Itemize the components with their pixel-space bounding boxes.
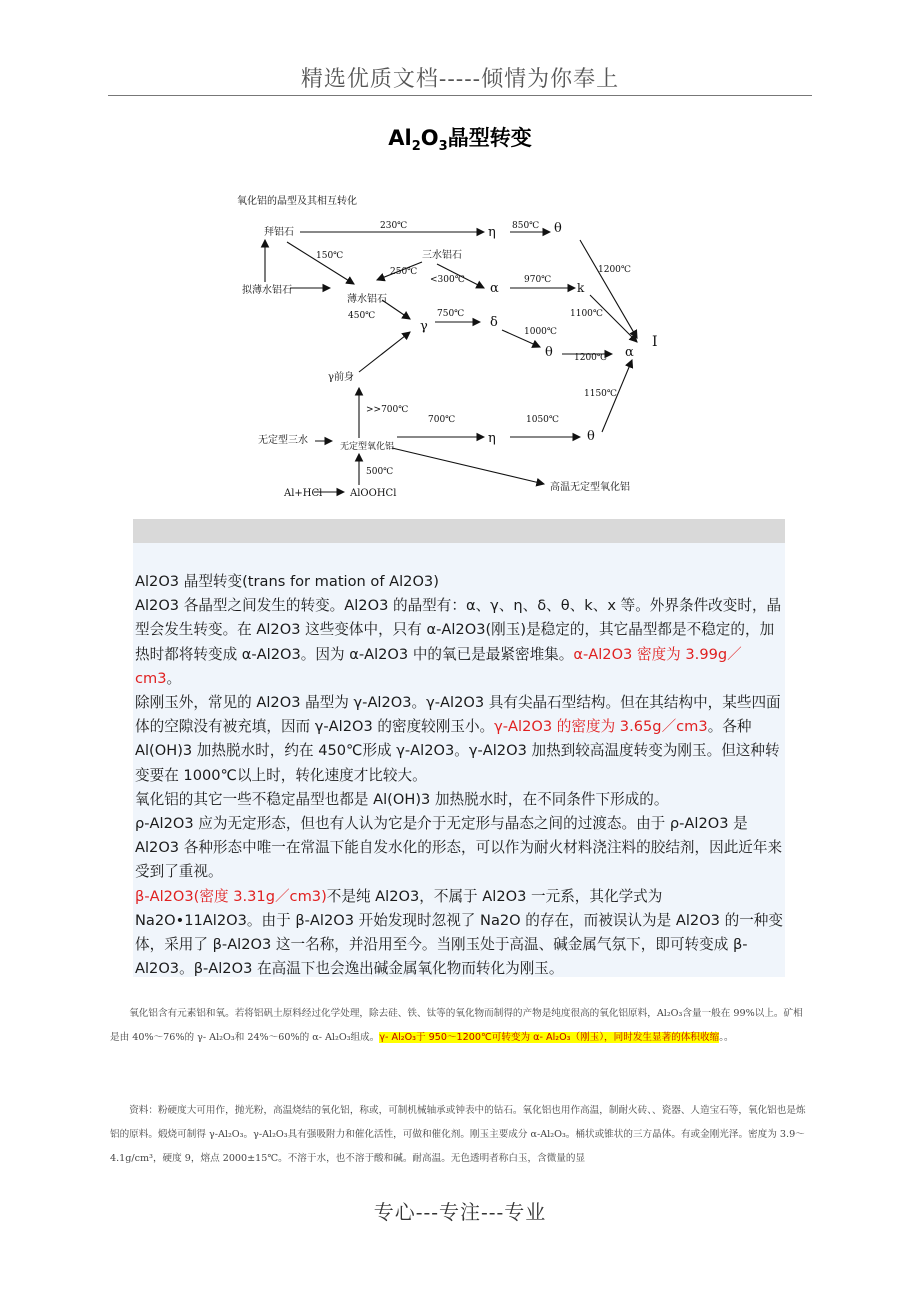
arrow-amorphous-high-temp [392,448,544,484]
article-paragraph: β-Al2O3(密度 3.31g／cm3)不是纯 Al2O3，不属于 Al2O3 一元系，其化学式为 Na2O•11Al2O3。由于 β-Al2O3 开始发现时忽视了 Na2O 的存在，而被误认为是 Al2O3 的一种变体，采用了 β-Al2O3 这一名称，并沿用至今。当刚玉处于高温、碱金属气氛下，即可转变成 β-Al2O3。β-Al2O3 在高温下也会逸出碱金属氧化物而转化为刚玉。 [135,887,783,978]
node-bayerite: 拜铝石 [264,227,294,238]
node-gamma: γ [420,319,428,334]
temp-label: 250℃ [390,267,418,277]
article-heading: Al2O3 晶型转变(trans for mation of Al2O3) [135,573,439,590]
node-theta: θ [554,221,562,236]
header-rule [108,95,812,96]
arrow-bayerite-boehmite [287,242,354,284]
temp-label: 450℃ [348,311,376,321]
node-aloohcl: AlOOHCl [350,488,397,499]
temp-label: 1200℃ [598,265,631,275]
article-paragraph: 除刚玉外，常见的 Al2O3 晶型为 γ-Al2O3。γ-Al2O3 具有尖晶石型结构。但在其结构中，某些四面体的空隙没有被充填，因而 γ-Al2O3 的密度较刚玉小。γ-Al2O3 的密度为 3.65g／cm3。各种 Al(OH)3 加热脱水时，约在 450℃形成 γ-Al2O3。γ-Al2O3 加热到较高温度转变为刚玉。但这种转变要在 1000℃以上时，转化速度才比较大。 [135,694,781,784]
temp-label: 150℃ [316,251,344,261]
phase-transition-diagram [232,190,672,500]
node-boehmite: 薄水铝石 [347,294,387,305]
temp-label: 1000℃ [524,327,557,337]
node-delta: δ [490,315,498,330]
note-paragraph: 资料：粉硬度大可用作，抛光粉，高温烧结的氧化铝，称或，可制机械轴承或钟表中的钻石。氧化铝也用作高温，制耐火砖、、瓷器、人造宝石等，氧化铝也是炼铝的原料。煅烧可制得 γ-Al₂O₃。γ-Al₂O₃具有强吸附力和催化活性，可做和催化剂。刚玉主要成分 α-Al₂O₃。桶状或锥状的三方晶体。有或金刚光泽。密度为 3.9～4.1g/cm³，硬度 9，熔点 2000±15℃。不溶于水，也不溶于酸和碱。耐高温。无色透明者称白玉，含微量的显 [110,1105,806,1164]
temp-label: 1200℃ [574,353,607,363]
article-paragraph: 氧化铝的其它一些不稳定晶型也都是 Al(OH)3 加热脱水时，在不同条件下形成的。 [135,790,669,808]
temp-label: 970℃ [524,275,552,285]
arrow-theta-alpha [580,240,637,338]
temp-label: 1100℃ [570,309,603,319]
node-roman-one: I [652,334,658,350]
node-high-temp-amorphous: 高温无定型氧化铝 [550,482,630,493]
node-amorphous-alumina: 无定型氧化铝 [340,442,395,452]
temp-label: 750℃ [437,309,465,319]
article-body [135,570,785,981]
temp-label: <300℃ [430,275,465,285]
node-theta-lower: θ [587,429,595,444]
node-gibbsite: 三水铝石 [422,250,462,261]
arrow-gamma-precursor-gamma [359,332,410,372]
table-header-band [133,519,785,543]
page-header: 精选优质文档-----倾情为你奉上 [300,67,620,92]
node-theta-mid: θ [545,345,553,360]
node-alpha: α [490,281,499,296]
node-eta: η [488,225,496,240]
node-kappa: k [577,281,585,295]
page-title: $Al_2O_3$晶型转变 [388,126,532,155]
temp-label: 1150℃ [584,389,617,399]
node-boehmite-like: 拟薄水铝石 [242,285,292,296]
node-eta-lower: η [488,431,496,446]
page-footer: 专心---专注---专业 [373,1200,547,1224]
temp-label: 500℃ [366,467,394,477]
node-gamma-precursor: γ前身 [328,372,354,383]
article-paragraph: Al2O3 各晶型之间发生的转变。Al2O3 的晶型有：α、γ、η、δ、θ、k、x 等。外界条件改变时，晶型会发生转变。在 Al2O3 这些变体中，只有 α-Al2O3(刚玉)是稳定的，其它晶型都是不稳定的，加热时都将转变成 α-Al2O3。因为 α-Al2O3 中的氧已是最紧密堆集。α-Al2O3 密度为 3.99g／cm3。 [135,597,782,687]
temp-label: 700℃ [428,415,456,425]
node-amorphous-water: 无定型三水 [258,435,308,446]
note-paragraph: 氧化铝含有元素铝和氧。若将铝矾土原料经过化学处理，除去硅、铁、钛等的氧化物而制得的产物是纯度很高的氧化铝原料，Al₂O₃含量一般在 99%以上。矿相是由 40%～76%的 γ- Al₂O₃和 24%～60%的 α- Al₂O₃组成。γ- Al₂O₃于 950～1200℃可转变为 α- Al₂O₃（刚玉），同时发生显著的体积收缩。。 [110,1008,803,1043]
temp-label: >>700℃ [366,405,409,415]
diagram-caption: 氧化铝的晶型及其相互转化 [237,196,357,207]
node-al-hcl: Al+HCl [284,488,323,499]
article-paragraph: ρ-Al2O3 应为无定形态，但也有人认为它是介于无定形与晶态之间的过渡态。由于 ρ-Al2O3 是 Al2O3 各种形态中唯一在常温下能自发水化的形态，可以作为耐火材料浇注料的胶结剂，因此近年来受到了重视。 [135,815,783,881]
temp-label: 230℃ [380,221,408,231]
temp-label: 1050℃ [526,415,559,425]
node-alpha-final: α [625,345,634,360]
temp-label: 850℃ [512,221,540,231]
